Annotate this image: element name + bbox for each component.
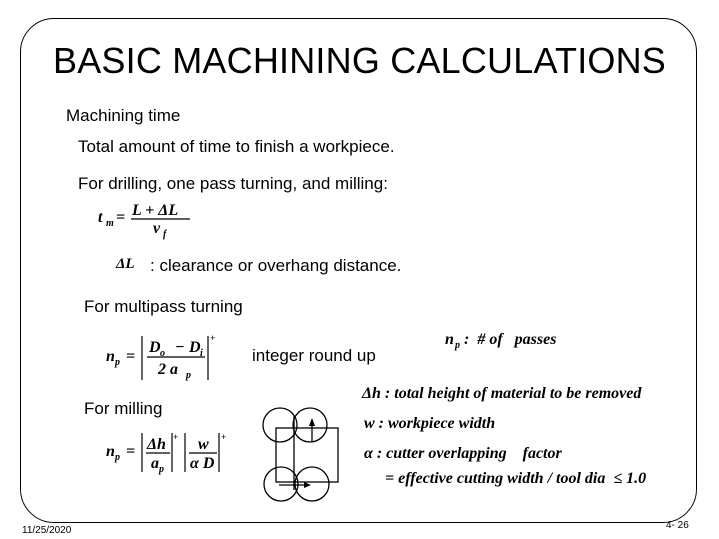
tm-denominator: v (153, 220, 161, 237)
mill-ap: a (151, 455, 159, 472)
multipass-intro: For multipass turning (84, 297, 243, 316)
tm-denominator-sub: f (163, 229, 167, 240)
section-heading: Machining time (66, 106, 181, 125)
mill-alpha-d: α D (190, 455, 215, 472)
np-di-sub: i (200, 348, 203, 359)
mill-np-subscript: p (115, 452, 120, 463)
np-equals: = (126, 348, 136, 365)
milling-definitions (361, 385, 646, 487)
milling-cutter-diagram (263, 408, 338, 501)
mill-plus1: + (173, 432, 179, 442)
def-alpha: α : cutter overlapping factor (364, 445, 562, 462)
milling-intro: For milling (84, 399, 163, 418)
np-denominator-sub: p (186, 370, 191, 381)
delta-l-symbol: ΔL (116, 256, 135, 272)
workpiece-rect (276, 428, 338, 482)
delta-l-description: : clearance or overhang distance. (150, 256, 402, 275)
width-arrow-head (304, 482, 311, 488)
np-subscript: p (115, 357, 120, 368)
definition-text: Total amount of time to finish a workpiece. (78, 137, 395, 156)
tm-equals: = (116, 209, 126, 226)
tm-symbol: t (98, 209, 103, 226)
milling-passes-formula (106, 432, 226, 475)
cutter-circle-bottom-left (264, 467, 298, 501)
np-di: D (189, 339, 201, 356)
np-definition (445, 331, 556, 351)
feed-arrow-head (309, 418, 315, 426)
np-do-sub: o (160, 348, 165, 359)
mill-np-equals: = (126, 443, 136, 460)
np-ceiling-plus: + (210, 333, 216, 343)
tm-subscript: m (106, 218, 114, 229)
integer-note: integer round up (252, 346, 376, 365)
np-denominator: 2 a (158, 361, 178, 378)
cutter-circle-top-left (263, 408, 297, 442)
cutter-circle-bottom-right (295, 467, 329, 501)
np-def-symbol: n (445, 331, 454, 348)
mill-plus2: + (221, 432, 227, 442)
mill-delta-h: Δh (147, 436, 166, 453)
passes-formula (106, 333, 215, 381)
machining-time-formula (98, 202, 190, 240)
def-delta-h: Δh : total height of material to be removed (362, 385, 642, 402)
np-def-text: : # of passes (464, 331, 557, 348)
np-def-subscript: p (455, 340, 460, 351)
np-symbol: n (106, 348, 115, 365)
slide-title: BASIC MACHINING CALCULATIONS (52, 40, 667, 81)
mill-ap-sub: p (159, 464, 164, 475)
np-minus: − (175, 339, 185, 356)
slide-date: 11/25/2020 (22, 525, 72, 536)
np-do: D (149, 339, 161, 356)
mill-w: w (198, 436, 209, 453)
def-w: w : workpiece width (364, 415, 496, 432)
mill-np-symbol: n (106, 443, 115, 460)
def-alpha-eq: = effective cutting width / tool dia ≤ 1.0 (385, 470, 647, 487)
drilling-intro: For drilling, one pass turning, and milling: (78, 174, 388, 193)
tm-numerator: L + ΔL (132, 202, 179, 219)
page-number: 4- 26 (666, 520, 689, 531)
